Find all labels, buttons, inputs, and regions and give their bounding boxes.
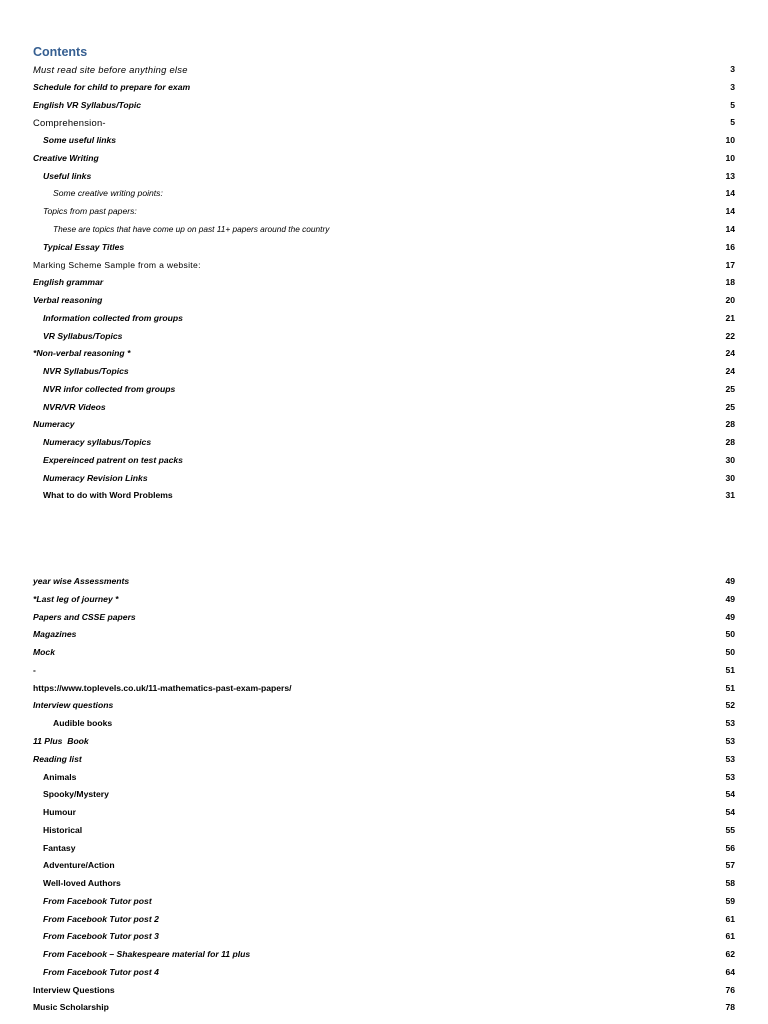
toc-entry-title: Numeracy: [33, 419, 75, 430]
toc-entry[interactable]: [33, 769, 735, 787]
toc-entry[interactable]: [33, 875, 735, 893]
toc-entry-page: 76: [725, 984, 735, 995]
toc-entry[interactable]: [33, 381, 735, 399]
toc-entry[interactable]: [33, 239, 735, 257]
toc-entry-page: 3: [730, 81, 735, 92]
toc-entry-title: From Facebook Tutor post 4: [43, 966, 159, 977]
toc-entry-page: 61: [725, 931, 735, 942]
toc-entry[interactable]: [33, 609, 735, 627]
toc-entry-page: 49: [725, 593, 735, 604]
toc-entry-title: Verbal reasoning: [33, 295, 103, 306]
toc-entry[interactable]: [33, 680, 735, 698]
toc-entry-title: Typical Essay Titles: [43, 241, 125, 252]
toc-entry-page: 16: [725, 241, 735, 252]
toc-entry-page: 14: [725, 206, 735, 217]
toc-entry[interactable]: [33, 982, 735, 1000]
toc-entry-title: Comprehension-: [33, 117, 106, 129]
toc-entry[interactable]: [33, 363, 735, 381]
toc-entry[interactable]: [33, 751, 735, 769]
toc-entry-page: 28: [725, 437, 735, 448]
toc-entry-title: Schedule for child to prepare for exam: [33, 81, 191, 92]
toc-entry-page: 28: [725, 419, 735, 430]
toc-entry-title: Fantasy: [43, 842, 76, 853]
toc-entry-page: 55: [725, 824, 735, 835]
toc-entry-title: From Facebook Tutor post: [43, 895, 152, 906]
toc-entry-title: Spooky/Mystery: [43, 789, 109, 800]
toc-entry-title: NVR Syllabus/Topics: [43, 366, 129, 377]
toc-entry-title: Useful links: [43, 170, 92, 181]
toc-entry-page: 61: [725, 913, 735, 924]
toc-entry-title: Reading list: [33, 753, 82, 764]
toc-entry-page: 31: [725, 490, 735, 501]
toc-entry-title: Numeracy Revision Links: [43, 472, 148, 483]
toc-entry-title: NVR infor collected from groups: [43, 383, 176, 394]
toc-entry-page: 17: [725, 259, 735, 270]
toc-entry-page: 56: [725, 842, 735, 853]
toc-entry-title: Papers and CSSE papers: [33, 611, 136, 622]
toc-entry[interactable]: [33, 964, 735, 982]
toc-entry[interactable]: [33, 840, 735, 858]
toc-entry-title: *Non-verbal reasoning *: [33, 348, 131, 359]
toc-entry-title: Some useful links: [43, 135, 117, 146]
toc-entry[interactable]: [33, 292, 735, 310]
toc-entry-title: English grammar: [33, 277, 104, 288]
toc-entry-page: 53: [725, 735, 735, 746]
toc-entry[interactable]: [33, 79, 735, 97]
toc-entry[interactable]: [33, 733, 735, 751]
toc-entry-page: 62: [725, 949, 735, 960]
toc-entry[interactable]: [33, 822, 735, 840]
toc-heading: Contents: [33, 45, 88, 59]
toc-entry-page: 13: [725, 170, 735, 181]
toc-entry[interactable]: [33, 114, 735, 132]
toc-entry[interactable]: [33, 203, 735, 221]
toc-entry[interactable]: [33, 893, 735, 911]
toc-entry-page: 50: [725, 647, 735, 658]
toc-entry-page: 14: [725, 188, 735, 199]
toc-entry[interactable]: [33, 150, 735, 168]
toc-entry[interactable]: [33, 946, 735, 964]
toc-entry-title: Interview questions: [33, 700, 114, 711]
toc-entry-title: Magazines: [33, 629, 77, 640]
toc-entry[interactable]: [33, 452, 735, 470]
toc-entry-title: From Facebook Tutor post 3: [43, 931, 159, 942]
toc-entry[interactable]: [33, 310, 735, 328]
toc-entry-title: year wise Assessments: [33, 576, 130, 587]
toc-entry[interactable]: [33, 804, 735, 822]
toc-entry-page: 25: [725, 401, 735, 412]
toc-entry-page: 54: [725, 789, 735, 800]
toc-entry-page: 59: [725, 895, 735, 906]
toc-entry-title: Topics from past papers:: [43, 206, 137, 217]
toc-entry-page: 14: [725, 223, 735, 234]
toc-entry-title: NVR/VR Videos: [43, 401, 106, 412]
toc-entry-page: 49: [725, 576, 735, 587]
toc-entry-title: Historical: [43, 824, 83, 835]
toc-entry[interactable]: [33, 857, 735, 875]
toc-entry-title: Mock: [33, 647, 55, 658]
toc-entry[interactable]: [33, 662, 735, 680]
toc-entry[interactable]: [33, 715, 735, 733]
toc-entry-title: Must read site before anything else: [33, 64, 188, 76]
toc-entry[interactable]: [33, 786, 735, 804]
toc-entry[interactable]: [33, 274, 735, 292]
toc-entry[interactable]: [33, 697, 735, 715]
toc-entry-page: 25: [725, 383, 735, 394]
toc-entry[interactable]: [33, 132, 735, 150]
toc-entry-page: 24: [725, 348, 735, 359]
toc-entry-title: From Facebook – Shakespeare material for 11 plus: [43, 949, 251, 960]
toc-list: [33, 61, 735, 505]
toc-entry-page: 57: [725, 860, 735, 871]
toc-entry-page: 5: [730, 99, 735, 110]
toc-entry-page: 3: [730, 64, 735, 75]
toc-entry[interactable]: [33, 185, 735, 203]
toc-entry-title: Well-loved Authors: [43, 878, 121, 889]
toc-entry-page: 53: [725, 771, 735, 782]
toc-entry-page: 20: [725, 295, 735, 306]
toc-entry[interactable]: [33, 487, 735, 505]
toc-entry[interactable]: [33, 644, 735, 662]
toc-entry-page: 21: [725, 312, 735, 323]
toc-entry-page: 51: [725, 682, 735, 693]
toc-entry-title: VR Syllabus/Topics: [43, 330, 123, 341]
toc-entry[interactable]: [33, 999, 735, 1017]
toc-entry-title: -: [33, 664, 36, 675]
toc-entry-title: https://www.toplevels.co.uk/11-mathematics-past-exam-papers/: [33, 682, 292, 693]
toc-list: [33, 573, 735, 1017]
toc-entry-title: Marking Scheme Sample from a website:: [33, 259, 201, 270]
toc-entry-title: Music Scholarship: [33, 1002, 109, 1013]
toc-entry-title: Humour: [43, 807, 76, 818]
toc-entry-title: These are topics that have come up on past 11+ papers around the country: [53, 223, 330, 234]
toc-entry-page: 53: [725, 718, 735, 729]
toc-entry[interactable]: [33, 626, 735, 644]
toc-entry-title: Expereinced patrent on test packs: [43, 454, 183, 465]
toc-entry-page: 52: [725, 700, 735, 711]
toc-entry-page: 24: [725, 366, 735, 377]
toc-entry-page: 78: [725, 1002, 735, 1013]
toc-entry-page: 22: [725, 330, 735, 341]
toc-entry-page: 18: [725, 277, 735, 288]
toc-entry[interactable]: [33, 61, 735, 79]
toc-entry[interactable]: [33, 221, 735, 239]
toc-entry-page: 49: [725, 611, 735, 622]
toc-entry[interactable]: [33, 416, 735, 434]
toc-entry-page: 54: [725, 807, 735, 818]
toc-entry-title: From Facebook Tutor post 2: [43, 913, 159, 924]
toc-entry[interactable]: [33, 399, 735, 417]
toc-entry-page: 30: [725, 454, 735, 465]
toc-entry[interactable]: [33, 911, 735, 929]
toc-entry[interactable]: [33, 573, 735, 591]
toc-entry-page: 51: [725, 664, 735, 675]
toc-entry[interactable]: [33, 97, 735, 115]
toc-entry[interactable]: [33, 257, 735, 275]
toc-entry-title: Numeracy syllabus/Topics: [43, 437, 152, 448]
toc-entry[interactable]: [33, 328, 735, 346]
toc-entry-title: Creative Writing: [33, 152, 99, 163]
toc-entry-title: 11 Plus Book: [33, 735, 89, 746]
toc-entry-title: Animals: [43, 771, 77, 782]
toc-entry-title: Interview Questions: [33, 984, 115, 995]
toc-entry-page: 5: [730, 117, 735, 128]
toc-entry[interactable]: [33, 168, 735, 186]
toc-entry-page: 58: [725, 878, 735, 889]
toc-entry-title: Audible books: [53, 718, 113, 729]
toc-entry-page: 10: [725, 152, 735, 163]
toc-entry-title: English VR Syllabus/Topic: [33, 99, 142, 110]
toc-entry-title: Some creative writing points:: [53, 188, 163, 199]
toc-entry[interactable]: [33, 434, 735, 452]
toc-entry[interactable]: [33, 345, 735, 363]
toc-entry-title: Information collected from groups: [43, 312, 183, 323]
toc-entry[interactable]: [33, 928, 735, 946]
toc-entry-title: Adventure/Action: [43, 860, 115, 871]
toc-entry-page: 30: [725, 472, 735, 483]
toc-entry[interactable]: [33, 591, 735, 609]
toc-entry-title: *Last leg of journey *: [33, 593, 119, 604]
toc-entry-page: 53: [725, 753, 735, 764]
toc-entry-page: 50: [725, 629, 735, 640]
toc-entry-page: 64: [725, 966, 735, 977]
toc-entry[interactable]: [33, 470, 735, 488]
toc-entry-title: What to do with Word Problems: [43, 490, 173, 501]
toc-entry-page: 10: [725, 135, 735, 146]
